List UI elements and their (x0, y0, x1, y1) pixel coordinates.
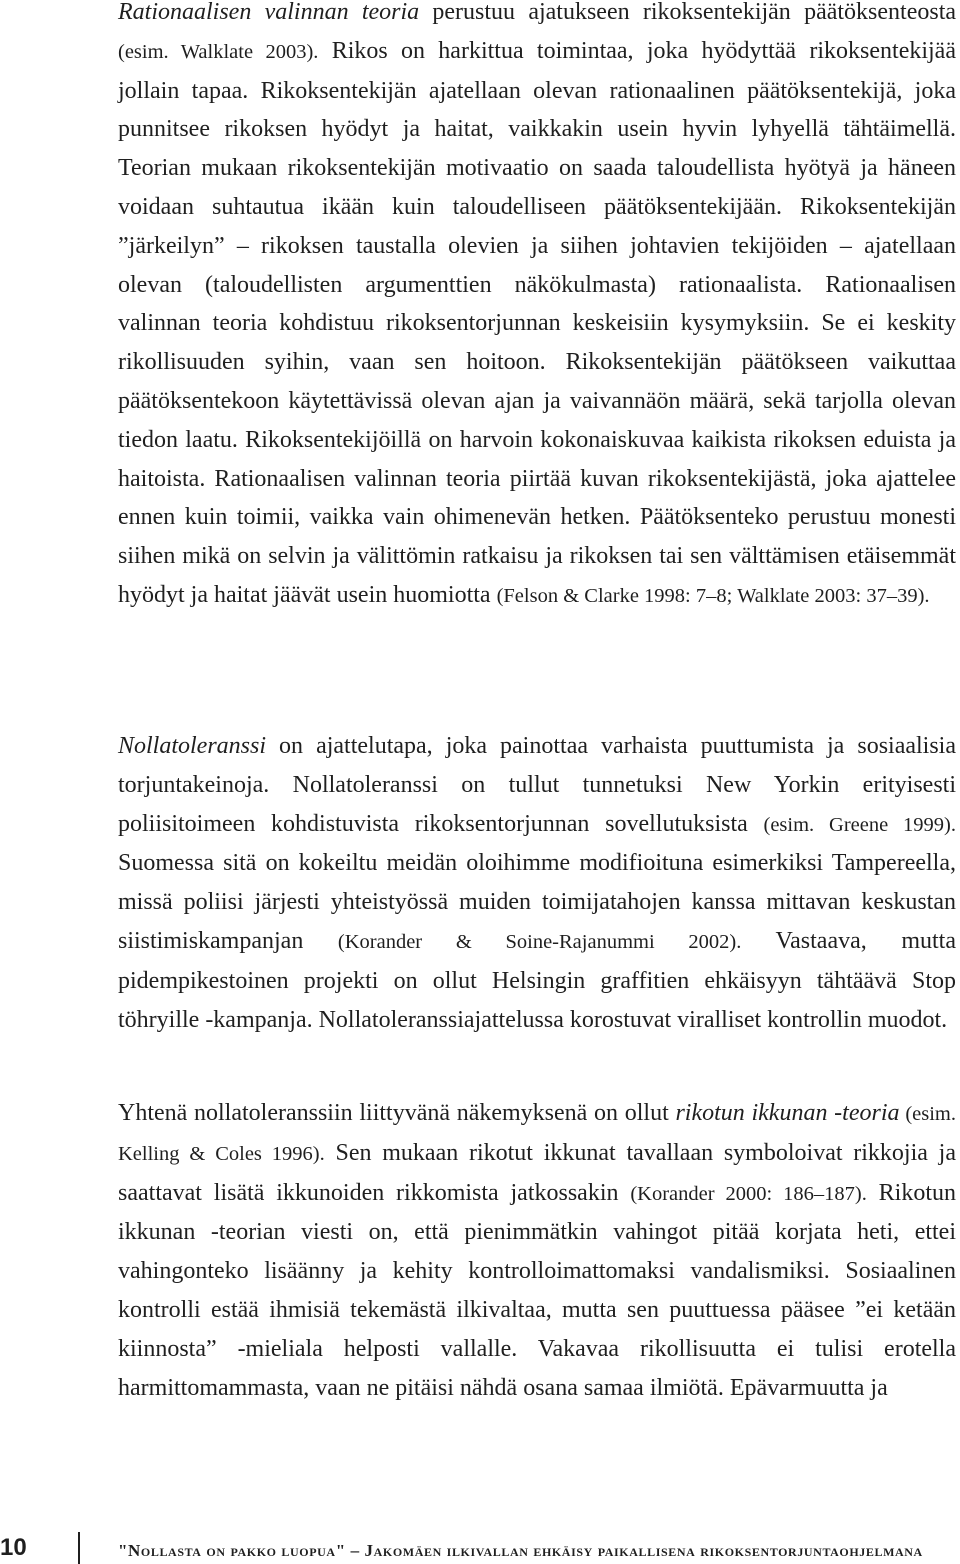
citation: (Korander 2000: 186–187). (630, 1182, 867, 1205)
paragraph-text: perustuu ajatukseen rikoksentekijän päätöksenteosta (419, 0, 957, 25)
paragraph-text: Vastaava, mutta pidempikestoinen projekti on ollut Helsingin graffitien ehkäisyyn tähtäävä Stop töhryille -kampanja. Nollatoleranssiajattelussa korostuvat viralliset kontrollin muodot. (118, 927, 956, 1033)
page-number: 10 (0, 1534, 27, 1561)
paragraph-rational-choice (118, 0, 956, 616)
citation: (esim. Kelling & Coles 1996). (118, 1103, 957, 1165)
paragraph-zero-tolerance (118, 727, 956, 1039)
paragraph-text: Rikos on harkittua toimintaa, joka hyödyttää rikoksentekijää jollain tapaa. Rikoksentekijän ajatellaan olevan rationaalinen päätöksentekijä, joka punnitsee rikoksen hyödyt ja haitat, vaikkakin usein hyvin lyhyellä tähtäimellä. Teorian mukaan rikoksentekijän motivaatio on saada taloudellista hyötyä ja häneen voidaan suhtautua ikään kuin taloudelliseen päätöksentekijään. Rikoksentekijän ”järkeilyn” – rikoksen taustalla olevien ja siihen johtavien tekijöiden – ajatellaan olevan (taloudellisten argumenttien näkökulmasta) rationaalista. Rationaalisen valinnan teoria kohdistuu rikoksentorjunnan keskeisiin kysymyksiin. Se ei keskity rikollisuuden syihin, vaan sen hoitoon. Rikoksentekijän päätökseen vaikuttaa päätöksentekoon käytettävissä olevan ajan ja vaivannäön määrä, sekä tarjolla olevan tiedon laatu. Rikoksentekijöillä on harvoin kokonaiskuvaa kaikista rikoksen eduista ja haitoista. Rationaalisen valinnan teoria piirtää kuvan rikoksentekijästä, joka ajattelee ennen kuin toimii, vaikka vain ohimenevän hetken. Päätöksenteko perustuu monesti siihen mikä on selvin ja välittömin ratkaisu ja rikoksen tai sen välttämisen etäisemmät hyödyt ja haitat jäävät usein huomiotta (118, 37, 956, 608)
citation: (esim. Greene 1999). (763, 813, 956, 836)
running-head: "Nollasta on pakko luopua" – Jakomäen ilkivallan ehkäisy paikallisena rikoksentorjuntaohjelmana (118, 1541, 923, 1560)
paragraph-broken-windows (118, 1094, 956, 1407)
paragraph-text: Yhtenä nollatoleranssiin liittyvänä näkemyksenä on ollut (118, 1100, 676, 1126)
citation: (Felson & Clarke 1998: 7–8; Walklate 2003: 37–39). (496, 584, 930, 607)
paragraph-text: Sen mukaan rikotut ikkunat tavallaan symboloivat rikkojia ja saattavat lisätä ikkunoiden rikkomista jatkossakin (118, 1139, 956, 1206)
term-zero-tolerance: Nollatoleranssi (118, 733, 267, 759)
term-rational-choice-theory: Rationaalisen valinnan teoria (118, 0, 420, 25)
paragraph-text: Suomessa sitä on kokeiltu meidän oloihimme modifioituna esimerkiksi Tampereella, missä poliisi järjesti yhteistyössä muiden toimijatahojen kanssa mittavan keskustan siistimiskampanjan (118, 850, 956, 954)
paragraph-text: on ajattelutapa, joka painottaa varhaista puuttumista ja sosiaalisia torjuntakeinoja. Nollatoleranssi on tullut tunnetuksi New Yorkin erityisesti poliisitoimeen kohdistuvista rikoksentorjunnan sovellutuksista (118, 733, 956, 837)
footer-divider (78, 1532, 80, 1564)
citation: (esim. Walklate 2003). (118, 40, 319, 63)
citation: (Korander & Soine-Rajanummi 2002). (337, 930, 742, 953)
page-footer (0, 1532, 960, 1564)
term-broken-windows-theory: rikotun ikkunan -teoria (675, 1100, 900, 1126)
paragraph-text: Rikotun ikkunan -teorian viesti on, että pienimmätkin vahingot pitää korjata heti, ettei vahingonteko lisäänny ja kehity kontrolloimattomaksi vandalismiksi. Sosiaalinen kontrolli estää ihmisiä tekemästä ilkivaltaa, mutta sen puuttuessa pääsee ”ei ketään kiinnosta” -mieliala helposti vallalle. Vakavaa rikollisuutta ei tulisi erotella harmittomammasta, vaan ne pitäisi nähdä osana samaa ilmiötä. Epävarmuutta ja (118, 1179, 957, 1401)
